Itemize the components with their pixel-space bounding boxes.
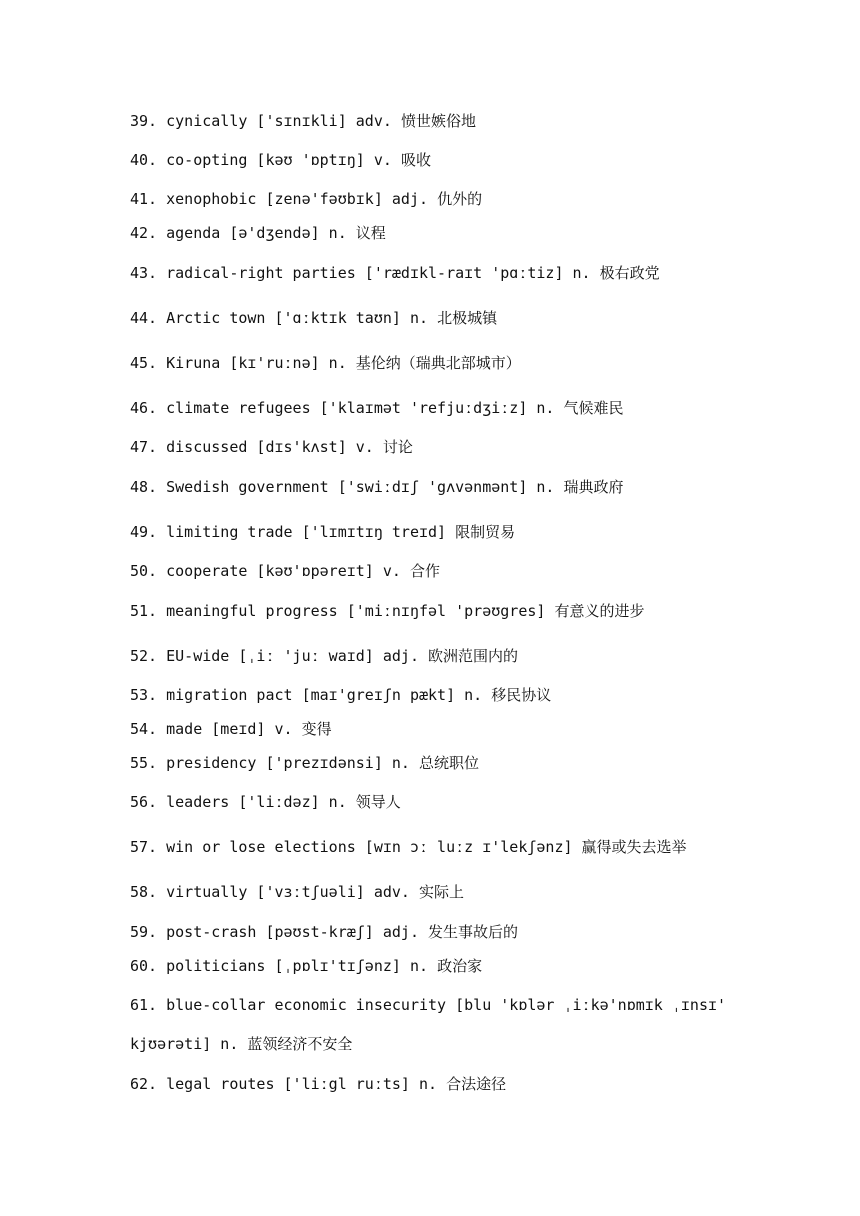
list-item: 57. win or lose elections [wɪn ɔː luːz ɪ'lekʃənz] 赢得或失去选举 xyxy=(130,838,687,856)
list-item: 43. radical-right parties ['rædɪkl-raɪt 'pɑːtiz] n. 极右政党 xyxy=(130,264,660,282)
list-item: 58. virtually ['vɜːtʃuəli] adv. 实际上 xyxy=(130,883,465,901)
list-item: 54. made [meɪd] v. 变得 xyxy=(130,720,332,738)
list-item: 40. co-opting [kəʊ 'ɒptɪŋ] v. 吸收 xyxy=(130,151,431,169)
list-item: 45. Kiruna [kɪ'ruːnə] n. 基伦纳（瑞典北部城市） xyxy=(130,354,521,372)
list-item: 52. EU-wide [ˌiː 'juː waɪd] adj. 欧洲范围内的 xyxy=(130,647,519,665)
list-item: 41. xenophobic [zenə'fəʊbɪk] adj. 仇外的 xyxy=(130,190,483,208)
list-item: 49. limiting trade ['lɪmɪtɪŋ treɪd] 限制贸易 xyxy=(130,523,516,541)
list-item: 50. cooperate [kəʊ'ɒpəreɪt] v. 合作 xyxy=(130,562,440,580)
list-item: 48. Swedish government ['swiːdɪʃ 'gʌvənmənt] n. 瑞典政府 xyxy=(130,478,624,496)
list-item: 62. legal routes ['liːgl ruːts] n. 合法途径 xyxy=(130,1075,507,1093)
list-item: 47. discussed [dɪs'kʌst] v. 讨论 xyxy=(130,438,413,456)
list-item: 46. climate refugees ['klaɪmət 'refjuːdʒiːz] n. 气候难民 xyxy=(130,399,624,417)
list-item: 55. presidency ['prezɪdənsi] n. 总统职位 xyxy=(130,754,480,772)
list-item: 60. politicians [ˌpɒlɪ'tɪʃənz] n. 政治家 xyxy=(130,957,483,975)
list-item-continuation: kjʊərəti] n. 蓝领经济不安全 xyxy=(130,1035,353,1053)
list-item: 42. agenda [ə'dʒendə] n. 议程 xyxy=(130,224,386,242)
list-item: 56. leaders ['liːdəz] n. 领导人 xyxy=(130,793,401,811)
list-item: 39. cynically ['sɪnɪkli] adv. 愤世嫉俗地 xyxy=(130,112,476,130)
list-item: 44. Arctic town ['ɑːktɪk taʊn] n. 北极城镇 xyxy=(130,309,498,327)
list-item: 61. blue-collar economic insecurity [blu 'kɒlər ˌiːkə'nɒmɪk ˌɪnsɪ' xyxy=(130,996,727,1014)
list-item: 53. migration pact [maɪ'greɪʃn pækt] n. 移民协议 xyxy=(130,686,552,704)
list-item: 59. post-crash [pəʊst-kræʃ] adj. 发生事故后的 xyxy=(130,923,519,941)
list-item: 51. meaningful progress ['miːnɪŋfəl 'prəʊgres] 有意义的进步 xyxy=(130,602,645,620)
